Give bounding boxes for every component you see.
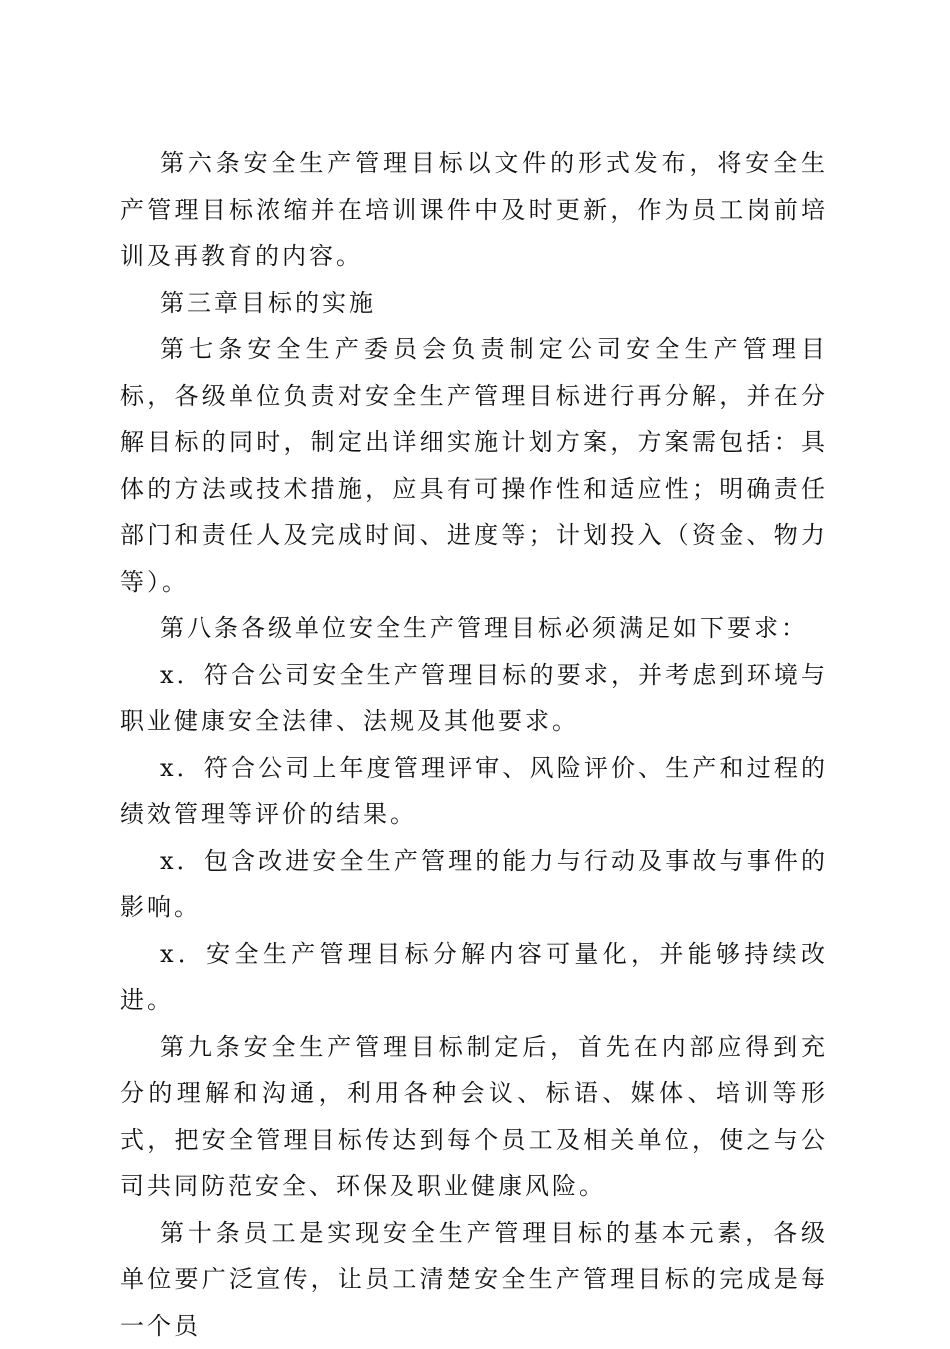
article-8-paragraph: 第八条各级单位安全生产管理目标必须满足如下要求：: [120, 605, 828, 652]
document-body: [120, 140, 828, 1349]
article-6-paragraph: 第六条安全生产管理目标以文件的形式发布，将安全生产管理目标浓缩并在培训课件中及时更新，作为员工岗前培训及再教育的内容。: [120, 140, 828, 280]
requirement-item-3: x．包含改进安全生产管理的能力与行动及事故与事件的影响。: [120, 838, 828, 931]
requirement-item-2: x．符合公司上年度管理评审、风险评价、生产和过程的绩效管理等评价的结果。: [120, 745, 828, 838]
chapter-3-heading: 第三章目标的实施: [120, 280, 828, 327]
article-10-paragraph: 第十条员工是实现安全生产管理目标的基本元素，各级单位要广泛宣传，让员工清楚安全生产管理目标的完成是每一个员: [120, 1210, 828, 1349]
requirement-item-1: x．符合公司安全生产管理目标的要求，并考虑到环境与职业健康安全法律、法规及其他要求。: [120, 652, 828, 745]
article-9-paragraph: 第九条安全生产管理目标制定后，首先在内部应得到充分的理解和沟通，利用各种会议、标语、媒体、培训等形式，把安全管理目标传达到每个员工及相关单位，使之与公司共同防范安全、环保及职业健康风险。: [120, 1024, 828, 1210]
article-7-paragraph: 第七条安全生产委员会负责制定公司安全生产管理目标，各级单位负责对安全生产管理目标进行再分解，并在分解目标的同时，制定出详细实施计划方案，方案需包括：具体的方法或技术措施，应具有可操作性和适应性；明确责任部门和责任人及完成时间、进度等；计划投入（资金、物力等）。: [120, 326, 828, 605]
requirement-item-4: x．安全生产管理目标分解内容可量化，并能够持续改进。: [120, 931, 828, 1024]
